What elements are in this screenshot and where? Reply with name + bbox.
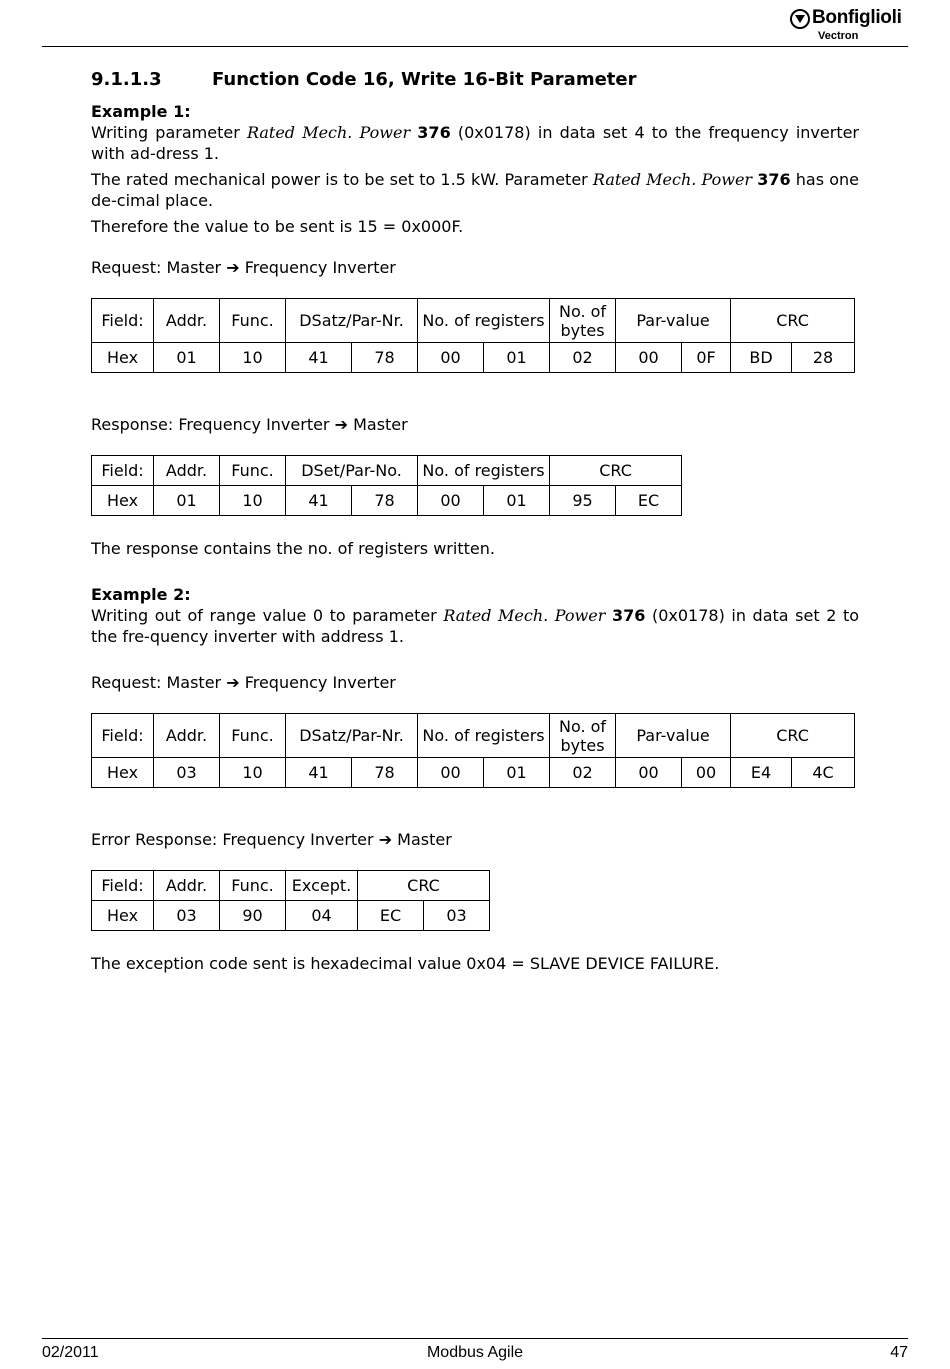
example1-response-caption [91,414,859,435]
footer-page-number: 47 [890,1344,908,1361]
header-cell: Field: [92,871,154,901]
table-cell: 4C [792,758,855,788]
table-row [92,758,855,788]
bonfiglioli-logo-icon [790,9,810,29]
table-cell: 03 [424,901,490,931]
parameter-number: 376 [417,123,451,142]
header-cell: DSatz/Par-Nr. [286,714,418,758]
example2-request-caption [91,672,859,693]
header-cell: Addr. [154,299,220,343]
table-row [92,343,855,373]
table-cell: 01 [484,758,550,788]
header-cell: Func. [220,871,286,901]
parameter-number: 376 [611,606,646,625]
table-cell: 02 [550,758,616,788]
table-cell: 04 [286,901,358,931]
header-cell: Addr. [154,714,220,758]
table-row [92,486,682,516]
header-cell: DSet/Par-No. [286,456,418,486]
table-cell: 01 [154,486,220,516]
header-cell: CRC [731,299,855,343]
header-cell: Func. [220,456,286,486]
brand-subname: Vectron [818,30,859,42]
header-cell: Func. [220,714,286,758]
header-cell: No. of registers [418,299,550,343]
header-cell: CRC [550,456,682,486]
table-header-row [92,871,490,901]
table-cell: EC [358,901,424,931]
footer-document-title: Modbus Agile [426,1344,524,1361]
table-cell: 03 [154,758,220,788]
example2-request-table [91,713,855,788]
table-cell: 10 [220,343,286,373]
text-run: Writing out of range value 0 to parameter [91,606,444,625]
table-cell: 03 [154,901,220,931]
text-run: Response: Frequency Inverter [91,415,335,434]
header-cell: No. of bytes [550,299,616,343]
text-run: Writing parameter [91,123,247,142]
footer-rule [42,1338,908,1339]
table-cell: 10 [220,486,286,516]
table-cell: 00 [616,343,682,373]
text-run: Frequency Inverter [239,258,396,277]
example1-request-caption [91,257,859,278]
header-cell: Addr. [154,456,220,486]
brand-logo [790,8,908,44]
header-cell: Par-value [616,299,731,343]
header-cell: Par-value [616,714,731,758]
table-cell: 00 [418,343,484,373]
table-cell: Hex [92,901,154,931]
table-cell: Hex [92,343,154,373]
example2-heading: Example 2: [91,585,191,604]
table-cell: 28 [792,343,855,373]
text-run: Master [348,415,408,434]
parameter-name: Rated Mech. Power [246,123,411,142]
table-cell: EC [616,486,682,516]
table-cell: 41 [286,486,352,516]
header-cell: Addr. [154,871,220,901]
example1-response-note: The response contains the no. of registers written. [91,539,495,558]
section-heading [91,69,637,90]
table-cell: 00 [418,486,484,516]
brand-name: Bonfiglioli [812,7,902,28]
header-cell: CRC [358,871,490,901]
example1-response-table [91,455,682,516]
table-cell: 90 [220,901,286,931]
header-cell: CRC [731,714,855,758]
header-cell: Func. [220,299,286,343]
header-cell: DSatz/Par-Nr. [286,299,418,343]
table-row [92,901,490,931]
header-cell: No. of bytes [550,714,616,758]
text-run: Master [392,830,452,849]
table-header-row [92,714,855,758]
table-header-row [92,299,855,343]
table-cell: 00 [616,758,682,788]
example2-error-caption [91,829,859,850]
example2-error-table [91,870,490,931]
section-title: Function Code 16, Write 16-Bit Parameter [212,69,637,90]
parameter-name: Rated Mech. Power [443,606,606,625]
table-header-row [92,456,682,486]
example2-paragraph-1 [91,605,859,647]
table-cell: 41 [286,758,352,788]
text-run: The rated mechanical power is to be set to 1.5 kW. Parameter [91,170,593,189]
text-run: Error Response: Frequency Inverter [91,830,379,849]
example1-heading: Example 1: [91,102,191,121]
header-cell: Field: [92,299,154,343]
example1-paragraph-1 [91,122,859,164]
example1-request-table [91,298,855,373]
text-run: has one de-cimal place. [91,170,860,210]
text-run: (0x0178) in data set 4 to the frequency inverter with ad-dress 1. [91,123,860,163]
table-cell: 0F [682,343,731,373]
text-run: Frequency Inverter [239,673,396,692]
arrow-right-icon: ➔ [226,673,240,692]
table-cell: BD [731,343,792,373]
text-run: Request: Master [91,258,227,277]
example2-exception-note: The exception code sent is hexadecimal value 0x04 = SLAVE DEVICE FAILURE. [91,954,720,973]
header-rule [42,46,908,47]
table-cell: 01 [484,486,550,516]
text-run: (0x0178) in data set 2 to the fre-quency inverter with address 1. [91,606,860,646]
table-cell: Hex [92,758,154,788]
table-cell: Hex [92,486,154,516]
table-cell: 78 [352,758,418,788]
table-cell: 10 [220,758,286,788]
table-cell: 78 [352,343,418,373]
arrow-right-icon: ➔ [334,415,348,434]
header-cell: Field: [92,456,154,486]
header-cell: Field: [92,714,154,758]
footer-date: 02/2011 [42,1344,99,1361]
example1-paragraph-3: Therefore the value to be sent is 15 = 0x000F. [91,217,464,236]
header-cell: Except. [286,871,358,901]
table-cell: 00 [418,758,484,788]
parameter-number: 376 [757,170,791,189]
table-cell: 01 [484,343,550,373]
text-run: Request: Master [91,673,227,692]
example1-paragraph-2 [91,169,859,211]
header-cell: No. of registers [418,456,550,486]
table-cell: 41 [286,343,352,373]
table-cell: 78 [352,486,418,516]
arrow-right-icon: ➔ [226,258,240,277]
table-cell: 01 [154,343,220,373]
parameter-name: Rated Mech. Power [592,170,753,189]
arrow-right-icon: ➔ [378,830,393,849]
table-cell: 00 [682,758,731,788]
table-cell: 95 [550,486,616,516]
table-cell: E4 [731,758,792,788]
header-cell: No. of registers [418,714,550,758]
table-cell: 02 [550,343,616,373]
section-number: 9.1.1.3 [91,69,162,90]
